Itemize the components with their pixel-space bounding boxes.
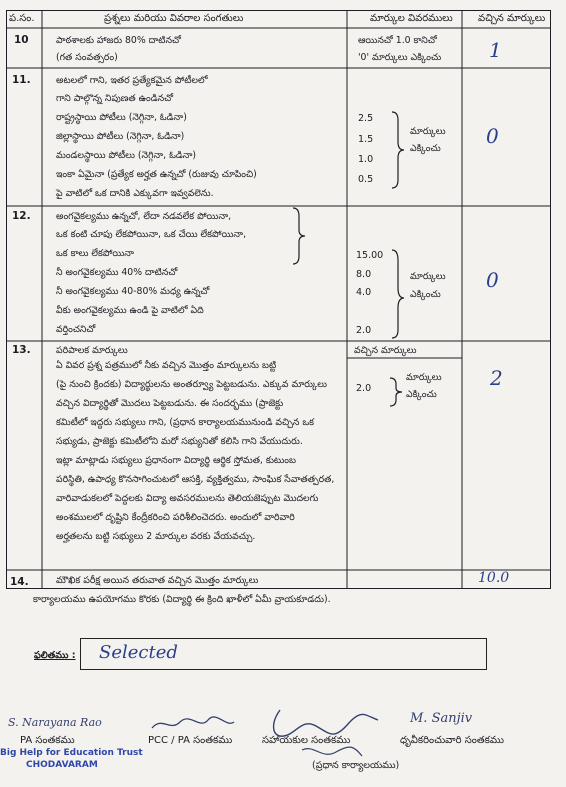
result-value: Selected	[99, 642, 178, 663]
verifier-caption: ధృవీకరించువారి సంతకము	[400, 735, 504, 746]
row-13-line: పరిస్థితి, ఉపాధ్య కొనసాగించుటలో ఆసక్తి, వ్యక్తిత్వము, సాంఘిక సేవాతత్పరత,	[56, 474, 335, 485]
row-10-number: 10	[14, 34, 29, 46]
head-office-caption: (ప్రధాన కార్యాలయము)	[312, 760, 400, 771]
row-12-line: నీ అంగవైకల్యము 40-80% మధ్య ఉన్నచో	[56, 286, 210, 297]
pa-caption: PA సంతకము	[20, 735, 75, 746]
office-use-note: కార్యాలయము ఉపయోగము కొరకు (విద్యార్థి ఈ క్రింది ఖాళీలో ఏమీ వ్రాయకూడదు).	[33, 594, 331, 605]
row-14-total-awarded: 10.0	[478, 570, 510, 586]
row-12-line: నీ అంగవైకల్యము 40% దాటినచో	[56, 267, 178, 278]
row-14-number: 14.	[10, 576, 29, 588]
row-12-line: అంగవైకల్యము ఉన్నచో, లేదా నడవలేక పోయినా,	[56, 211, 232, 222]
header-marks-awarded: వచ్చిన మార్కులు	[478, 13, 546, 24]
row-13-line: ఇట్లా మాట్లాడు సభ్యులు ప్రధానంగా విద్యార్థి ఆర్థిక స్తోమత, కుటుంబ	[56, 455, 296, 466]
row-12-mark-value: 15.00	[356, 250, 384, 261]
row-11-awarded: 0	[486, 124, 499, 148]
row-10-awarded: 1	[489, 38, 502, 62]
row-14-line: మౌఖిక పరీక్ష అయిన తరువాత వచ్చిన మొత్తం మార్కులు	[56, 575, 259, 586]
row-12-line: ఒక కాలు లేకపోయినా	[56, 248, 134, 259]
row-13-line: కమిటీలో ఇద్దరు సభ్యులు గాని, (ప్రధాన కార్యాలయమునుండి వచ్చిన ఒక	[56, 417, 314, 428]
row-10-marks: '0' మార్కులు ఎక్కించు	[358, 52, 442, 63]
stamp-place: CHODAVARAM	[26, 760, 98, 770]
header-serial: ప.సం.	[9, 13, 35, 24]
row-10-marks: ఆయినచో 1.0 కానిచో	[358, 35, 437, 46]
row-11-line: ఇంకా ఏమైనా (ప్రత్యేక అర్హత ఉన్నచో (రుజువు చూపించి)	[56, 169, 257, 180]
row-11-line: అటలలో గాని, ఇతర ప్రత్యేకమైన పోటీలలో	[56, 75, 208, 86]
row-13-line: అర్హతలను బట్టి సభ్యులు 2 మార్కుల వరకు వేయవచ్చు.	[56, 531, 256, 542]
row-12-number: 12.	[12, 210, 31, 222]
pa-signature: S. Narayana Rao	[8, 716, 102, 729]
row-13-line: (పై నుంచి క్రిందకు) విద్యార్థులను అంతర్వ్యూ పెట్టబడును. ఎక్కువ మార్కులు	[56, 379, 328, 390]
assistant-caption: సహాయకుల సంతకము	[262, 735, 351, 746]
row-13-title: పరిపాలక మార్కులు	[56, 345, 128, 356]
row-10-line: పాఠశాలకు హాజరు 80% దాటినచో	[56, 35, 181, 46]
row-13-paragraph	[40, 357, 342, 557]
row-12-line: వర్తించనిచో	[56, 324, 96, 335]
row-13-line: ఏ వివర ప్రశ్న పత్రములో నీకు వచ్చిన మొత్తం మార్కులను బట్టి	[56, 360, 277, 371]
row-12-brace-label: మార్కులు	[410, 271, 446, 282]
row-12-mark-value: 4.0	[356, 287, 372, 298]
verifier-signature: M. Sanjiv	[410, 711, 473, 726]
row-12-line: వీకు అంగవైకల్యము ఉండి పై వాటిలో ఏది	[56, 305, 204, 316]
row-13-brace-label: ఎక్కించు	[406, 389, 437, 400]
row-11-line: జిల్లాస్థాయి పోటీలు (నెగ్గినా, ఓడినా)	[56, 131, 185, 142]
row-10-line: (గత సంవత్సరం)	[56, 52, 118, 63]
row-11-brace-label: మార్కులు	[410, 126, 446, 137]
result-label: ఫలితము :	[34, 650, 76, 661]
row-12-mark-value: 2.0	[356, 325, 372, 336]
row-11-number: 11.	[12, 74, 31, 86]
row-12-line: ఒక కంటి చూపు లేకపోయినా, ఒక చేయి లేకపోయినా,	[56, 229, 247, 240]
stamp-organisation: Big Help for Education Trust	[0, 748, 143, 758]
row-13-brace-label: మార్కులు	[406, 372, 442, 383]
row-11-mark-value: 2.5	[358, 113, 374, 124]
row-11-brace-label: ఎక్కించు	[410, 143, 441, 154]
row-13-line: వచ్చిన విద్యార్థితో మొదలు పెట్టబడును. ఈ సందర్భము (ప్రాజెక్టు	[56, 398, 284, 409]
row-13-awarded: 2	[490, 366, 503, 390]
row-11-line: గాని పాల్గొన్న నిపుణత ఉండినచో	[56, 93, 174, 104]
pcc-caption: PCC / PA సంతకము	[148, 735, 233, 746]
header-marks-details: మార్కుల వివరములు	[370, 13, 453, 24]
row-13-line: వారివాడుకలలో పెద్దలకు విద్యా అవసరములను తెలియజెప్పుట మొదలగు	[56, 493, 319, 504]
row-13-line: సభ్యుడు, ప్రాజెక్టు కమిటీలోని మరో సభ్యునితో కలిసి గాని వేయుదురు.	[56, 436, 303, 447]
row-13-marks-header: వచ్చిన మార్కులు	[354, 345, 417, 356]
row-13-line: అంశములలో దృష్టిని కేంద్రీకరించి పరిశీలించెదరు. అందులో వారివారి	[56, 512, 295, 523]
row-12-awarded: 0	[486, 268, 499, 292]
row-11-line: పై వాటిలో ఒక దానికి ఎక్కువగా ఇవ్వవలెను.	[56, 188, 214, 199]
row-11-line: రాష్ట్రస్థాయి పోటీలు (నెగ్గినా, ఓడినా)	[56, 112, 187, 123]
header-criteria: ప్రశ్నలు మరియు వివరాల సంగతులు	[104, 13, 244, 24]
row-13-mark-value: 2.0	[356, 383, 372, 394]
row-11-mark-value: 0.5	[358, 174, 374, 185]
row-12-mark-value: 8.0	[356, 269, 372, 280]
row-11-line: మండలస్థాయి పోటీలు (నెగ్గినా, ఓడినా)	[56, 150, 197, 161]
row-12-brace-label: ఎక్కించు	[410, 289, 441, 300]
result-box	[80, 638, 487, 670]
row-11-mark-value: 1.0	[358, 154, 374, 165]
row-13-number: 13.	[12, 344, 31, 356]
row-11-mark-value: 1.5	[358, 134, 374, 145]
